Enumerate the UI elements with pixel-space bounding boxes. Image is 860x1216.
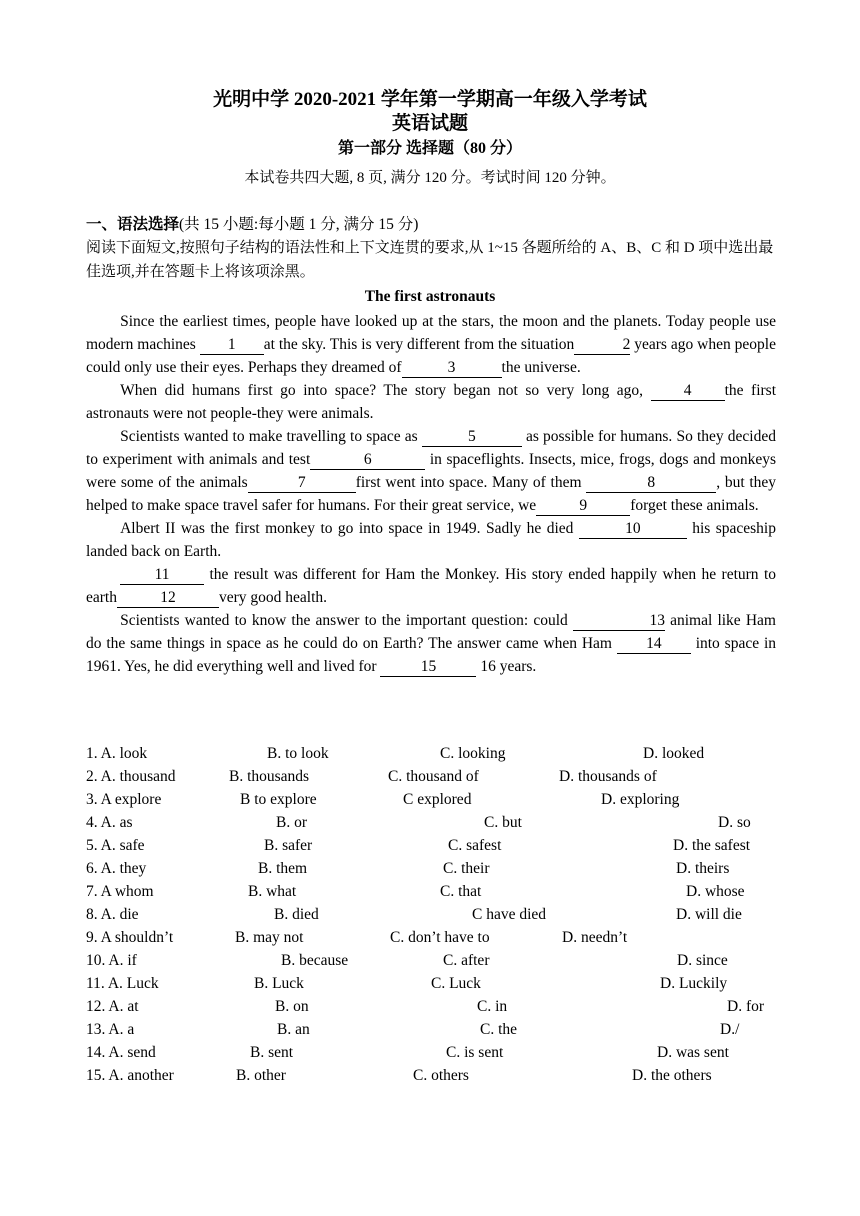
option-row-10: [86, 952, 786, 975]
exam-note: 本试卷共四大题, 8 页, 满分 120 分。考试时间 120 分钟。: [244, 170, 616, 186]
part-title: 第一部分 选择题（80 分）: [337, 140, 522, 157]
option-b: B. an: [277, 1021, 310, 1038]
passage-text: first went into space. Many of them: [355, 474, 587, 491]
passage-text: Albert II was the first monkey to go into space in 1949. Sadly he died: [120, 520, 579, 537]
option-d: D. exploring: [601, 791, 680, 808]
blank-3: 3: [402, 360, 502, 378]
option-c: C. thousand of: [388, 768, 479, 785]
section-rule: (共 15 小题:每小题 1 分, 满分 15 分): [179, 216, 419, 233]
option-b: B. safer: [264, 837, 313, 854]
option-a: 7. A whom: [86, 883, 154, 900]
option-a: 10. A. if: [86, 952, 137, 969]
option-b: B. because: [281, 952, 349, 969]
option-d: D. so: [718, 814, 751, 831]
blank-9: 9: [536, 498, 630, 516]
option-b: B. to look: [267, 745, 329, 762]
option-d: D./: [720, 1021, 740, 1038]
section-heading: [86, 212, 418, 234]
option-a: 11. A. Luck: [86, 975, 159, 992]
blank-5: 5: [422, 429, 522, 447]
passage-text: years ago when people could only use their eyes. Perhaps they dreamed of: [86, 336, 776, 376]
paragraph-6: [86, 609, 776, 678]
answer-options: [86, 745, 786, 1090]
option-d: D. the others: [632, 1067, 712, 1084]
option-a: 15. A. another: [86, 1067, 174, 1084]
option-d: D. since: [677, 952, 728, 969]
option-d: D. looked: [643, 745, 705, 762]
option-a: 13. A. a: [86, 1021, 135, 1038]
option-row-9: [86, 929, 786, 952]
option-c: C. others: [413, 1067, 469, 1084]
passage-text: the universe.: [501, 359, 581, 376]
paragraph-4: [86, 517, 776, 563]
option-b: B. or: [276, 814, 307, 831]
option-c: C have died: [472, 906, 547, 923]
blank-12: 12: [117, 590, 219, 608]
option-row-15: [86, 1067, 786, 1090]
passage-text: in spaceflights. Insects, mice, frogs, dogs and monkeys were some of the animals: [86, 451, 776, 491]
option-a: 5. A. safe: [86, 837, 145, 854]
option-row-5: [86, 837, 786, 860]
passage-text: as possible for humans. So they decided to experiment with animals and test: [86, 428, 776, 468]
option-d: D. was sent: [657, 1044, 729, 1061]
option-d: D. will die: [676, 906, 742, 923]
option-row-1: [86, 745, 786, 768]
passage-title: The first astronauts: [364, 288, 496, 305]
passage-text: animal like Ham do the same things in space as he could do on Earth? The answer came when Ham: [86, 612, 776, 652]
option-row-4: [86, 814, 786, 837]
option-row-6: [86, 860, 786, 883]
section-instructions: 阅读下面短文,按照句子结构的语法性和上下文连贯的要求,从 1~15 各题所给的 A、B、C 和 D 项中选出最佳选项,并在答题卡上将该项涂黑。: [86, 240, 774, 280]
passage-text: his spaceship landed back on Earth.: [86, 520, 776, 560]
option-c: C. the: [480, 1021, 518, 1038]
option-c: C. in: [477, 998, 508, 1015]
blank-14: 14: [617, 636, 691, 654]
option-d: D. whose: [686, 883, 745, 900]
option-c: C. after: [443, 952, 490, 969]
paragraph-5: [86, 563, 776, 609]
option-d: D. thousands of: [559, 768, 657, 785]
blank-6: 6: [310, 452, 425, 470]
passage-text: Since the earliest times, people have looked up at the stars, the moon and the planets. Today people use modern machines: [86, 313, 776, 353]
option-b: B to explore: [240, 791, 317, 808]
option-b: B. thousands: [229, 768, 310, 785]
option-c: C. but: [484, 814, 522, 831]
passage: [86, 310, 776, 678]
option-d: D. Luckily: [660, 975, 728, 992]
option-a: 9. A shouldn’t: [86, 929, 174, 946]
blank-8: 8: [586, 475, 716, 493]
option-b: B. other: [236, 1067, 286, 1084]
option-c: C. that: [440, 883, 482, 900]
option-b: B. what: [248, 883, 297, 900]
passage-text: Scientists wanted to make travelling to space as: [120, 428, 422, 445]
option-row-13: [86, 1021, 786, 1044]
option-d: D. the safest: [673, 837, 751, 854]
option-b: B. died: [274, 906, 319, 923]
paragraph-1: [86, 310, 776, 379]
option-a: 14. A. send: [86, 1044, 156, 1061]
option-a: 1. A. look: [86, 745, 148, 762]
option-d: D. theirs: [676, 860, 730, 877]
passage-text: When did humans first go into space? The story began not so very long ago,: [120, 382, 651, 399]
passage-text: 16 years.: [476, 658, 537, 675]
option-row-7: [86, 883, 786, 906]
option-a: 12. A. at: [86, 998, 139, 1015]
paragraph-3: [86, 425, 776, 517]
option-c: C. looking: [440, 745, 506, 762]
option-c: C. is sent: [446, 1044, 504, 1061]
option-row-8: [86, 906, 786, 929]
passage-text: Scientists wanted to know the answer to the important question: could: [120, 612, 573, 629]
blank-7: 7: [248, 475, 356, 493]
option-d: D. needn’t: [562, 929, 628, 946]
option-a: 3. A explore: [86, 791, 162, 808]
option-row-11: [86, 975, 786, 998]
option-c: C. don’t have to: [390, 929, 490, 946]
option-d: D. for: [727, 998, 765, 1015]
option-b: B. them: [258, 860, 308, 877]
option-row-12: [86, 998, 786, 1021]
option-c: C. Luck: [431, 975, 481, 992]
option-a: 8. A. die: [86, 906, 139, 923]
blank-4: 4: [651, 383, 725, 401]
blank-15: 15: [380, 659, 476, 677]
subject-title: 英语试题: [391, 113, 468, 134]
paragraph-2: [86, 379, 776, 425]
blank-10: 10: [579, 521, 687, 539]
blank-1: 1: [200, 337, 264, 355]
passage-text: at the sky. This is very different from the situation: [263, 336, 575, 353]
option-c: C. safest: [448, 837, 502, 854]
passage-text: forget these animals.: [630, 497, 759, 514]
option-a: 6. A. they: [86, 860, 147, 877]
option-b: B. may not: [235, 929, 304, 946]
section-label: 一、语法选择: [86, 216, 180, 233]
option-a: 4. A. as: [86, 814, 133, 831]
passage-text: the result was different for Ham the Monkey. His story ended happily when he return to earth: [86, 566, 776, 606]
option-row-14: [86, 1044, 786, 1067]
exam-title: 光明中学 2020-2021 学年第一学期高一年级入学考试: [213, 89, 647, 110]
option-b: B. on: [275, 998, 309, 1015]
option-b: B. sent: [250, 1044, 294, 1061]
option-row-2: [86, 768, 786, 791]
passage-text: the first astronauts were not people-they were animals.: [86, 382, 777, 422]
blank-13: 13: [573, 613, 665, 631]
option-c: C explored: [403, 791, 472, 808]
blank-11: 11: [120, 567, 204, 585]
blank-2: 2: [574, 337, 630, 355]
option-b: B. Luck: [254, 975, 304, 992]
option-c: C. their: [443, 860, 490, 877]
option-row-3: [86, 791, 786, 814]
passage-text: into space in 1961. Yes, he did everything well and lived for: [86, 635, 776, 675]
passage-text: , but they helped to make space travel safer for humans. For their great service, we: [86, 474, 777, 514]
option-a: 2. A. thousand: [86, 768, 176, 785]
passage-text: very good health.: [218, 589, 328, 606]
